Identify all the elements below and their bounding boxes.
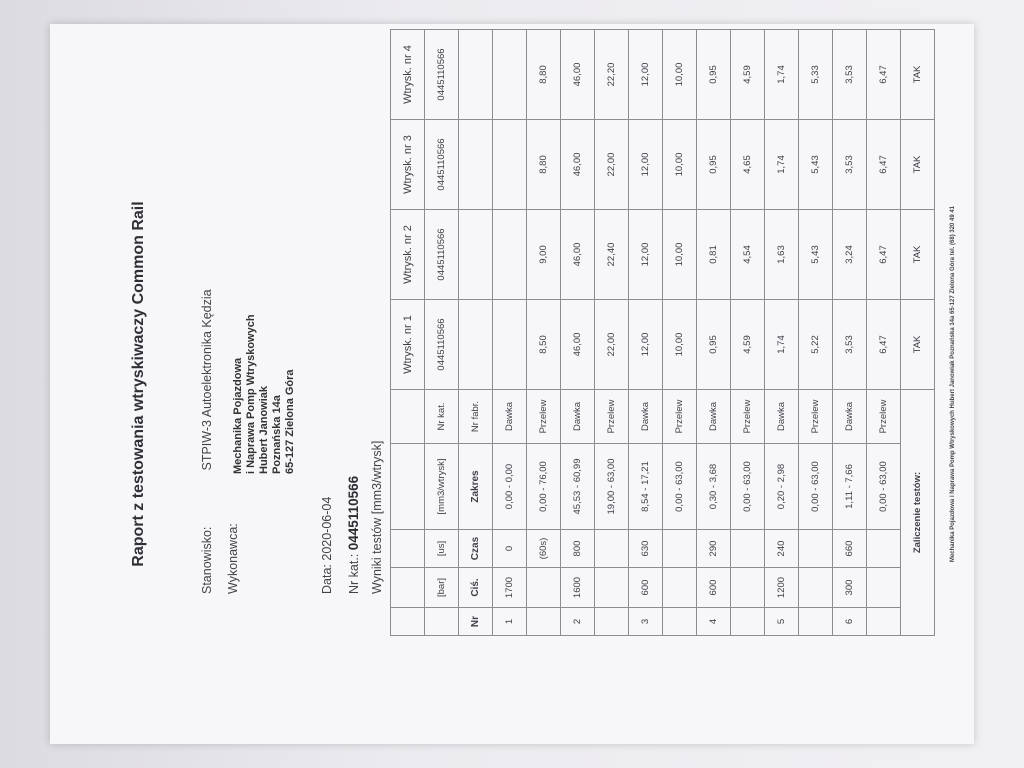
row-type: Dawka	[697, 390, 731, 444]
row-value: 5,33	[799, 30, 833, 120]
results-table	[390, 29, 935, 636]
row-value: 1,74	[765, 300, 799, 390]
row-time: 660	[833, 530, 867, 568]
passed-value: TAK	[901, 30, 935, 120]
unit-bar: [bar]	[425, 568, 459, 608]
contractor-label: Wykonawca:	[226, 523, 240, 594]
row-time: 800	[561, 530, 595, 568]
row-value	[493, 30, 527, 120]
contractor-line: 65-127 Zielona Góra	[284, 369, 296, 474]
table-row	[765, 30, 799, 636]
passed-value: TAK	[901, 300, 935, 390]
row-time	[867, 530, 901, 568]
row-nr: 1	[493, 608, 527, 636]
col-cis: Ciś.	[459, 568, 493, 608]
row-type: Dawka	[765, 390, 799, 444]
station-label: Stanowisko:	[200, 526, 214, 594]
row-value: 6,47	[867, 210, 901, 300]
row-pressure	[867, 568, 901, 608]
row-pressure	[731, 568, 765, 608]
row-type: Przelew	[731, 390, 765, 444]
passed-value: TAK	[901, 120, 935, 210]
row-range: 0,20 - 2,98	[765, 444, 799, 530]
date-value: 2020-06-04	[320, 496, 334, 561]
row-value: 46,00	[561, 30, 595, 120]
injector-header: Wtrysk. nr 4	[391, 30, 425, 120]
injector-cat: 0445110566	[425, 300, 459, 390]
row-range: 0,00 - 63,00	[799, 444, 833, 530]
row-type: Przelew	[595, 390, 629, 444]
row-value: 10,00	[663, 30, 697, 120]
table-row	[561, 30, 595, 636]
row-type: Dawka	[833, 390, 867, 444]
row-value: 46,00	[561, 120, 595, 210]
row-nr: 3	[629, 608, 663, 636]
row-pressure: 600	[697, 568, 731, 608]
row-pressure: 1600	[561, 568, 595, 608]
header-row-units	[425, 30, 459, 636]
row-value: 4,65	[731, 120, 765, 210]
report-footer: Mechanika Pojazdowa i Naprawa Pomp Wtryskowych Hubert Janowiak Poznańska 14a 65-127 Zielona Góra tel. (68) 320 49 41	[950, 205, 956, 563]
row-nr: 5	[765, 608, 799, 636]
row-pressure: 300	[833, 568, 867, 608]
header-row-columns	[459, 30, 493, 636]
row-value: 8,80	[527, 120, 561, 210]
row-time	[731, 530, 765, 568]
contractor-line: Poznańska 14a	[271, 395, 283, 474]
row-time: 290	[697, 530, 731, 568]
row-value: 12,00	[629, 210, 663, 300]
row-type: Przelew	[799, 390, 833, 444]
row-value: 8,50	[527, 300, 561, 390]
table-row	[833, 30, 867, 636]
row-pressure	[595, 568, 629, 608]
row-type: Dawka	[493, 390, 527, 444]
row-nr: 6	[833, 608, 867, 636]
injector-header: Wtrysk. nr 2	[391, 210, 425, 300]
row-value: 12,00	[629, 300, 663, 390]
row-pressure	[799, 568, 833, 608]
col-zakres: Zakres	[459, 444, 493, 530]
row-value: 3,53	[833, 300, 867, 390]
report-title: Raport z testowania wtryskiwaczy Common Rail	[130, 201, 147, 567]
unit-us: [us]	[425, 530, 459, 568]
contractor-line: Mechanika Pojazdowa	[232, 357, 244, 474]
row-range: 0,30 - 3,68	[697, 444, 731, 530]
row-value: 4,59	[731, 30, 765, 120]
row-value: 22,20	[595, 30, 629, 120]
row-range: 1,11 - 7,66	[833, 444, 867, 530]
row-value	[493, 120, 527, 210]
row-value: 22,00	[595, 120, 629, 210]
row-type: Przelew	[663, 390, 697, 444]
nr-kat-label: Nr kat.	[425, 390, 459, 444]
row-value: 22,40	[595, 210, 629, 300]
row-value: 5,43	[799, 210, 833, 300]
table-row	[527, 30, 561, 636]
report-paper	[50, 24, 974, 744]
passed-value: TAK	[901, 210, 935, 300]
row-nr: 4	[697, 608, 731, 636]
injector-cat: 0445110566	[425, 120, 459, 210]
row-value: 1,63	[765, 210, 799, 300]
row-value: 5,22	[799, 300, 833, 390]
row-value: 1,74	[765, 30, 799, 120]
row-value: 6,47	[867, 300, 901, 390]
row-type: Dawka	[629, 390, 663, 444]
row-range: 0,00 - 76,00	[527, 444, 561, 530]
row-value: 12,00	[629, 30, 663, 120]
injector-header: Wtrysk. nr 3	[391, 120, 425, 210]
table-row	[697, 30, 731, 636]
row-value: 22,00	[595, 300, 629, 390]
row-range: 19,00 - 63,00	[595, 444, 629, 530]
row-value: 4,54	[731, 210, 765, 300]
row-value: 0,95	[697, 30, 731, 120]
table-row	[493, 30, 527, 636]
row-range: 0,00 - 63,00	[867, 444, 901, 530]
row-type: Dawka	[561, 390, 595, 444]
row-range: 0,00 - 63,00	[663, 444, 697, 530]
station-value: STPIW-3 Autoelektronika Kędzia	[200, 289, 214, 471]
injector-header: Wtrysk. nr 1	[391, 300, 425, 390]
date-label: Data:	[320, 564, 334, 594]
row-value	[493, 210, 527, 300]
row-value: 6,47	[867, 30, 901, 120]
nr-fabr-label: Nr fabr.	[459, 390, 493, 444]
row-nr: 2	[561, 608, 595, 636]
row-nr	[731, 608, 765, 636]
col-nr: Nr	[459, 608, 493, 636]
injector-cat: 0445110566	[425, 30, 459, 120]
row-nr	[799, 608, 833, 636]
station-row	[200, 289, 214, 594]
row-value	[493, 300, 527, 390]
row-value: 6,47	[867, 120, 901, 210]
row-type: Przelew	[527, 390, 561, 444]
passed-label: Zaliczenie testów:	[901, 390, 935, 636]
row-nr	[527, 608, 561, 636]
row-value: 10,00	[663, 120, 697, 210]
table-row	[629, 30, 663, 636]
row-value: 5,43	[799, 120, 833, 210]
catalog-value: 0445110566	[346, 475, 361, 551]
row-range: 45,53 - 60,99	[561, 444, 595, 530]
row-time: 240	[765, 530, 799, 568]
row-pressure	[527, 568, 561, 608]
table-row	[867, 30, 901, 636]
row-type: Przelew	[867, 390, 901, 444]
row-value: 9,00	[527, 210, 561, 300]
row-nr	[867, 608, 901, 636]
header-row-injectors	[391, 30, 425, 636]
row-value: 0,95	[697, 300, 731, 390]
table-row	[595, 30, 629, 636]
row-pressure	[663, 568, 697, 608]
unit-mm3: [mm3/wtrysk]	[425, 444, 459, 530]
row-value: 3,53	[833, 30, 867, 120]
row-value: 3,53	[833, 120, 867, 210]
row-value: 8,80	[527, 30, 561, 120]
contractor-line: i Naprawa Pomp Wtryskowych	[245, 314, 257, 474]
row-value: 0,81	[697, 210, 731, 300]
row-time: 630	[629, 530, 663, 568]
row-value: 12,00	[629, 120, 663, 210]
row-pressure: 600	[629, 568, 663, 608]
date-row	[320, 497, 334, 594]
contractor-row	[226, 474, 240, 594]
row-nr	[663, 608, 697, 636]
passed-row	[901, 30, 935, 636]
injector-cat: 0445110566	[425, 210, 459, 300]
table-row	[663, 30, 697, 636]
row-time: 0	[493, 530, 527, 568]
results-label: Wyniki testów [mm3/wtrysk]	[370, 440, 384, 594]
table-row	[731, 30, 765, 636]
row-time: (60s)	[527, 530, 561, 568]
row-value: 3,24	[833, 210, 867, 300]
row-value: 0,95	[697, 120, 731, 210]
row-value: 1,74	[765, 120, 799, 210]
row-pressure: 1700	[493, 568, 527, 608]
catalog-row	[346, 476, 361, 594]
row-pressure: 1200	[765, 568, 799, 608]
row-time	[595, 530, 629, 568]
row-value: 10,00	[663, 300, 697, 390]
catalog-label: Nr kat.:	[347, 553, 361, 594]
row-nr	[595, 608, 629, 636]
col-czas: Czas	[459, 530, 493, 568]
row-time	[663, 530, 697, 568]
row-time	[799, 530, 833, 568]
contractor-line: Hubert Janowiak	[258, 385, 270, 474]
contractor-address	[232, 314, 297, 474]
row-value: 10,00	[663, 210, 697, 300]
row-value: 46,00	[561, 300, 595, 390]
row-value: 4,59	[731, 300, 765, 390]
table-row	[799, 30, 833, 636]
row-range: 0,00 - 0,00	[493, 444, 527, 530]
row-value: 46,00	[561, 210, 595, 300]
row-range: 8,54 - 17,21	[629, 444, 663, 530]
row-range: 0,00 - 63,00	[731, 444, 765, 530]
